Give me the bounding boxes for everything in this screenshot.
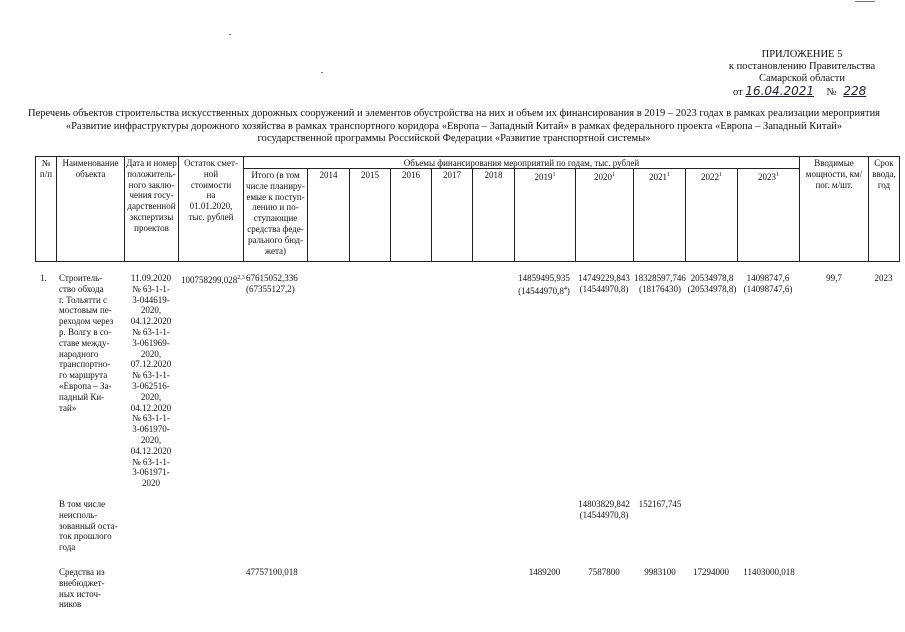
title-line-3: государственной программы Российской Федерации «Развитие транспортной системы» [257,133,651,144]
appendix-date-line [733,84,866,98]
row1-capacity: 99,7 [826,273,842,283]
row3-2019: 1489200 [528,567,561,577]
row1-2023: 14098747,6 (14098747,6) [743,273,793,294]
header-total: Итого (в том числе планиру- емые к поступ- лению и по- ступающие средства феде- рального бюд- жета) [246,170,305,256]
scan-speck [855,1,875,2]
header-remainder: Остаток смет- ной стоимости на 01.01.2020, тыс. рублей [184,158,238,222]
row1-remainder: 100758299,028$^{2,3}$ [181,275,245,285]
header-deadline: Срок ввода, год [872,158,896,190]
appendix-line-2: Самарской области [759,73,845,84]
scan-speck [229,34,231,35]
row1-num: 1. [40,273,47,283]
row1-deadline: 2023 [874,273,893,283]
handwritten-date: 16.04.2021 [745,84,815,98]
header-year-2018: 2018 [484,170,503,180]
appendix-title: ПРИЛОЖЕНИЕ 5 [761,49,843,60]
row1-2020: 14749229,843 (14544970,8) [578,273,630,294]
row1-date-num: 11.09.2020 № 63-1-1- 3-044619- 2020, 04.12.2020 № 63-1-1- 3-061969- 2020, 07.12.2020 № 63-1-1- 3-062516- 2020, 04.12.2020 № 63-1-1- 3-061970- 2020, 04.12.2020 № 63-1-1- 3-061971- 2020 [130,273,172,489]
row3-name: Средства из внебюджет- ных источ- ников [59,567,105,610]
appendix-line-1: к постановлению Правительства [728,61,876,72]
number-prefix: № [826,87,837,98]
row2-2021: 152167,745 [638,499,682,509]
handwritten-number: 228 [843,84,867,98]
scan-speck [321,72,323,73]
title-line-2: «Развитие инфраструктуры дорожного хозяйства в рамках транспортного коридора «Европа – Западный Китай» в рамках федерального проекта «Европа – Западный Китай» [65,120,843,132]
header-year-2022: 2022$^1$ [701,172,722,182]
row3-2021: 9983100 [644,567,676,577]
header-year-2016: 2016 [402,170,420,180]
row1-2022: 20534978,8 (20534978,8) [687,273,737,294]
row1-2021: 18328597,746 (18176430) [634,273,686,294]
row2-2020: 14803829,842 (14544970,8) [578,499,630,520]
row1-total: 67615052,336 (67355127,2) [246,273,298,294]
header-year-2015: 2015 [361,170,379,180]
row1-2019: 14859495,935 (14544970,8$^4$) [518,273,570,296]
date-prefix: от [733,87,743,98]
header-year-2020: 2020$^1$ [594,172,615,182]
header-year-2021: 2021$^1$ [649,172,670,182]
header-date-num: Дата и номер положитель- ного заклю- чения госу- дарственной экспертизы проектов [126,158,177,233]
row3-2020: 7587800 [588,567,620,577]
document-title [20,108,888,146]
header-year-2023: 2023$^1$ [758,172,779,182]
row2-name: В том числе неисполь- зованный оста- ток прошлого года [59,499,118,553]
header-year-2014: 2014 [319,170,338,180]
header-year-2017: 2017 [443,170,461,180]
row3-total: 47757100,018 [246,567,298,577]
row3-2022: 17294000 [693,567,729,577]
header-year-2019: 2019$^1$ [534,172,556,182]
title-line-1: Перечень объектов строительства искусственных дорожных сооружений и элементов обустройства на них и объем их финансирования в 2019 – 2023 годах в рамках реализации мероприятия [27,108,881,119]
row1-name: Строитель- ство обхода г. Тольятти с мостовым пе- реходом через р. Волгу в со- ставе между- народного транспортно- го маршрута «Европа – За- падный Ки- тай» [59,273,114,413]
header-capacity: Вводимые мощности, км/ пог. м/шт. [805,158,863,190]
header-volumes: Объемы финансирования мероприятий по годам, тыс. рублей [403,158,640,168]
header-name: Наименование объекта [62,158,119,179]
row3-2023: 11403000,018 [743,567,795,577]
header-num: № п/п [39,158,53,179]
